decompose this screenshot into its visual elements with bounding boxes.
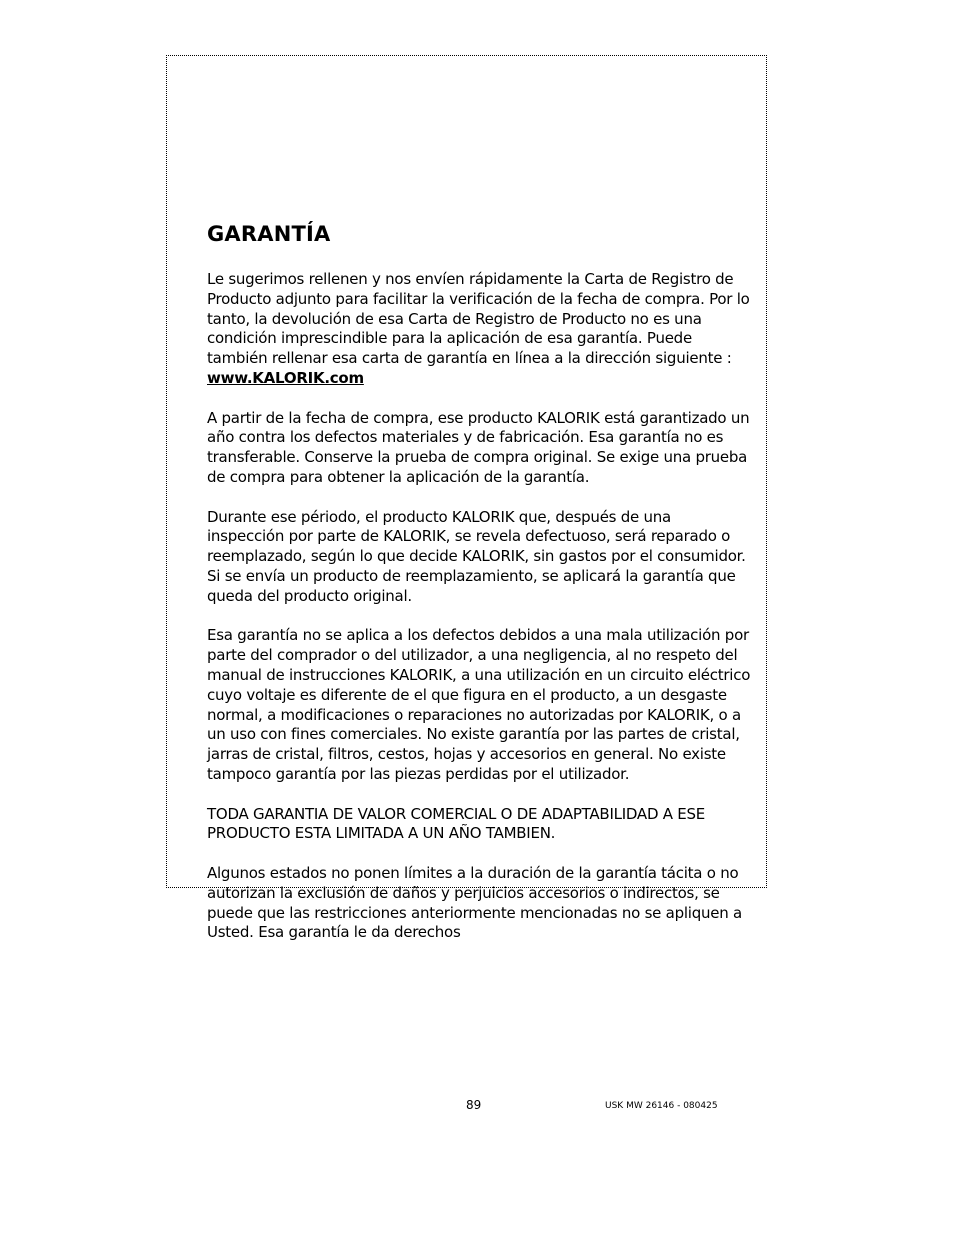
document-code: USK MW 26146 - 080425 xyxy=(605,1101,718,1111)
page-title: GARANTÍA xyxy=(207,222,331,246)
paragraph-state-rights: Algunos estados no ponen límites a la duración de la garantía tácita o no autorizan la exclusión de daños y perjuicios accesorios o indirectos, se puede que las restricciones anteriormente mencionadas no se apliquen a Usted. Esa garantía le da derechos xyxy=(207,863,742,942)
paragraph-registration xyxy=(207,270,752,389)
paragraph-commercial-limitation: TODA GARANTIA DE VALOR COMERCIAL O DE ADAPTABILIDAD A ESE PRODUCTO ESTA LIMITADA A UN AÑO TAMBIEN. xyxy=(207,804,706,843)
paragraph-registration-text: Le sugerimos rellenen y nos envíen rápidamente la Carta de Registro de Producto adjunto para facilitar la verificación de la fecha de compra. Por lo tanto, la devolución de esa Carta de Registro de Producto no es una condición imprescindible para la aplicación de esa garantía. Puede también rellenar esa carta de garantía en línea a la dirección siguiente : xyxy=(207,270,750,368)
kalorik-website-link[interactable]: www.KALORIK.com xyxy=(207,368,364,387)
paragraph-exclusions: Esa garantía no se aplica a los defectos debidos a una mala utilización por parte del comprador o del utilizador, a una negligencia, al no respeto del manual de instrucciones KALORIK, a una utilización en un circuito eléctrico cuyo voltaje es diferente de el que figura en el producto, a un desgaste normal, a modificaciones o reparaciones no autorizadas por KALORIK, o a un uso con fines comerciales. No existe garantía por las partes de cristal, jarras de cristal, filtros, cestos, hojas y accesorios en general. No existe tampoco garantía por las piezas perdidas por el utilizador. xyxy=(207,626,751,783)
page-number: 89 xyxy=(466,1098,482,1112)
paragraph-defective-product: Durante ese périodo, el producto KALORIK que, después de una inspección por parte de KALORIK, se revela defectuoso, será reparado o reemplazado, según lo que decide KALORIK, sin gastos por el consumidor. Si se envía un producto de reemplazamiento, se aplicará la garantía que queda del producto original. xyxy=(207,507,746,605)
paragraph-warranty-period: A partir de la fecha de compra, ese producto KALORIK está garantizado un año contra los defectos materiales y de fabricación. Esa garantía no es transferable. Conserve la prueba de compra original. Se exige una prueba de compra para obtener la aplicación de la garantía. xyxy=(207,408,750,486)
document-body xyxy=(207,218,752,963)
